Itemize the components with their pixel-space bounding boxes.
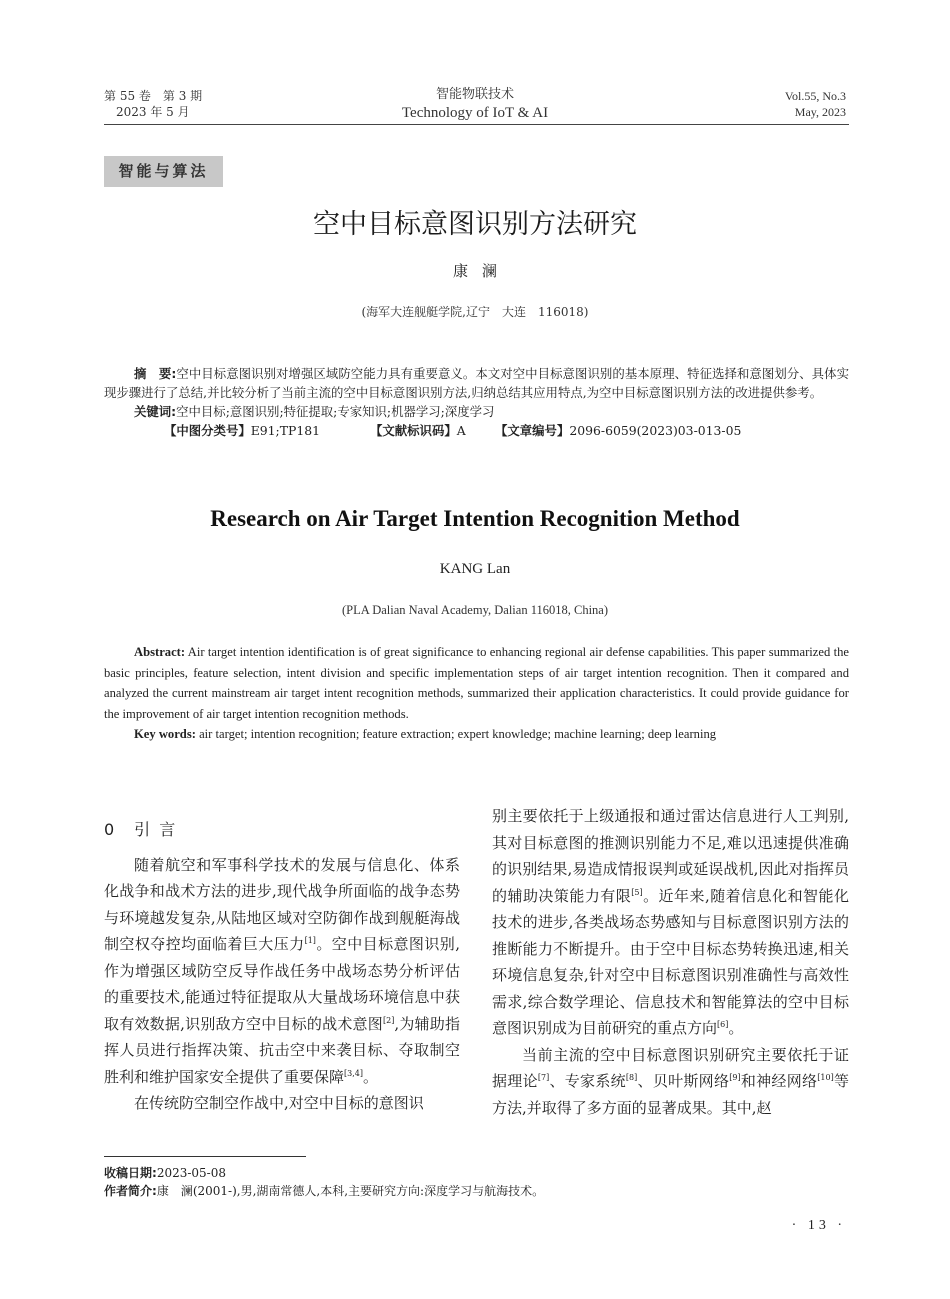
header-divider	[104, 124, 849, 125]
abstract-en-text: Air target intention identification is of great significance to enhancing regional air defense capabilities. This paper summarized the basic principles, feature selection, intent division and specific implementation steps of air target intention recognition. Then it compared and analyzed the current mainstream air target intent recognition methods, summarized their application characteristics. It could provide guidance for the improvement of air target intention recognition methods.	[104, 645, 849, 721]
page-number: · 13 ·	[791, 1218, 846, 1233]
body-paragraph: 别主要依托于上级通报和通过雷达信息进行人工判别,其对目标意图的推测识别能力不足,难以迅速提供准确的识别结果,易造成情报误判或延误战机,因此对指挥员的辅助决策能力有限[5]。近年来,随着信息化和智能化技术的进步,各类战场态势感知与目标意图识别方法的推断能力不断提升。由于空中目标态势转换迅速,相关环境信息复杂,针对空中目标意图识别准确性与高效性需求,综合数学理论、信息技术和智能算法的空中目标意图识别成为目前研究的重点方向[6]。	[492, 807, 849, 1037]
article-no-label: 【文章编号】	[495, 423, 570, 438]
body-right-column	[492, 803, 849, 1121]
abstract-cn	[104, 364, 849, 440]
citation: [2]	[382, 1015, 395, 1025]
volume-issue-cn: 第 55 卷 第 3 期	[104, 89, 203, 103]
citation: [1]	[304, 936, 316, 945]
footnote-divider	[104, 1156, 306, 1157]
author-en: KANG Lan	[439, 561, 511, 577]
title-en: Research on Air Target Intention Recognition Method	[210, 506, 740, 531]
received-date: 2023-05-08	[156, 1166, 226, 1180]
body-paragraph: 随着航空和军事科学技术的发展与信息化、体系化战争和战术方法的进步,现代战争所面临的战争态势与环境越发复杂,从陆地区域对空防御作战到舰艇海战制空权夺控均面临着巨大压力[1]。空中目标意图识别,作为增强区域防空反导作战任务中战场态势分析评估的重要技术,能通过特征提取从大量战场环境信息中获取有效数据,识别敌方空中目标的战术意图[2],为辅助指挥人员进行指挥决策、抗击空中来袭目标、夺取制空胜利和维护国家安全提供了重要保障[3,4]。	[104, 855, 460, 1086]
affiliation-cn: (海军大连舰艇学院,辽宁 大连 116018)	[361, 305, 589, 319]
doc-code-value: A	[456, 423, 466, 438]
author-cn: 康澜	[452, 262, 511, 280]
abstract-cn-text: 空中目标意图识别对增强区域防空能力具有重要意义。本文对空中目标意图识别的基本原理、特征选择和意图划分、具体实现步骤进行了总结,并比较分析了当前主流的空中目标意图识别方法,归纳总结其应用特点,为空中目标意图识别方法的改进提供参考。	[104, 366, 849, 400]
abstract-en	[104, 642, 849, 745]
section-tag: 智能与算法	[104, 156, 223, 187]
clc-label: 【中图分类号】	[164, 423, 251, 438]
doc-code-label: 【文献标识码】	[370, 423, 457, 438]
keywords-cn: 空中目标;意图识别;特征提取;专家知识;机器学习;深度学习	[176, 404, 495, 419]
date-cn: 2023 年 5 月	[116, 105, 190, 119]
author-info: 康 澜(2001-),男,湖南常德人,本科,主要研究方向:深度学习与航海技术。	[156, 1184, 545, 1198]
affiliation-en: (PLA Dalian Naval Academy, Dalian 116018, China)	[341, 603, 609, 617]
body-paragraph: 当前主流的空中目标意图识别研究主要依托于证据理论[7]、专家系统[8]、贝叶斯网络[9]和神经网络[10]等方法,并取得了多方面的显著成果。其中,赵	[492, 1045, 849, 1117]
citation: [10]	[817, 1073, 834, 1082]
author-info-label: 作者简介:	[104, 1184, 157, 1198]
keywords-en: air target; intention recognition; feature extraction; expert knowledge; machine learning; deep learning	[199, 727, 717, 741]
citation: [8]	[625, 1073, 638, 1082]
section-heading: 0 引 言	[104, 820, 178, 839]
classification-line	[104, 421, 849, 440]
keywords-en-label: Key words:	[134, 727, 196, 741]
abstract-cn-label: 摘 要:	[134, 366, 177, 381]
citation: [5]	[631, 887, 643, 897]
journal-name-en: Technology of IoT & AI	[401, 105, 549, 121]
citation: [6]	[717, 1020, 729, 1029]
footnote	[104, 1164, 849, 1200]
citation: [7]	[537, 1073, 550, 1082]
header-right	[785, 88, 846, 120]
body-paragraph: 在传统防空制空作战中,对空中目标的意图识	[134, 1094, 424, 1112]
keywords-cn-label: 关键词:	[134, 404, 177, 419]
received-label: 收稿日期:	[104, 1166, 157, 1180]
volume-issue-en: Vol.55, No.3	[784, 89, 846, 103]
citation: [9]	[729, 1073, 741, 1082]
title-cn: 空中目标意图识别方法研究	[313, 209, 637, 240]
abstract-en-label: Abstract:	[134, 645, 186, 659]
date-en: May, 2023	[794, 105, 846, 119]
article-no-value: 2096-6059(2023)03-013-05	[569, 423, 742, 438]
clc-value: E91;TP181	[250, 423, 320, 438]
body-left-column	[104, 803, 460, 1117]
citation: [3,4]	[344, 1068, 363, 1078]
journal-name-cn: 智能物联技术	[435, 87, 514, 102]
